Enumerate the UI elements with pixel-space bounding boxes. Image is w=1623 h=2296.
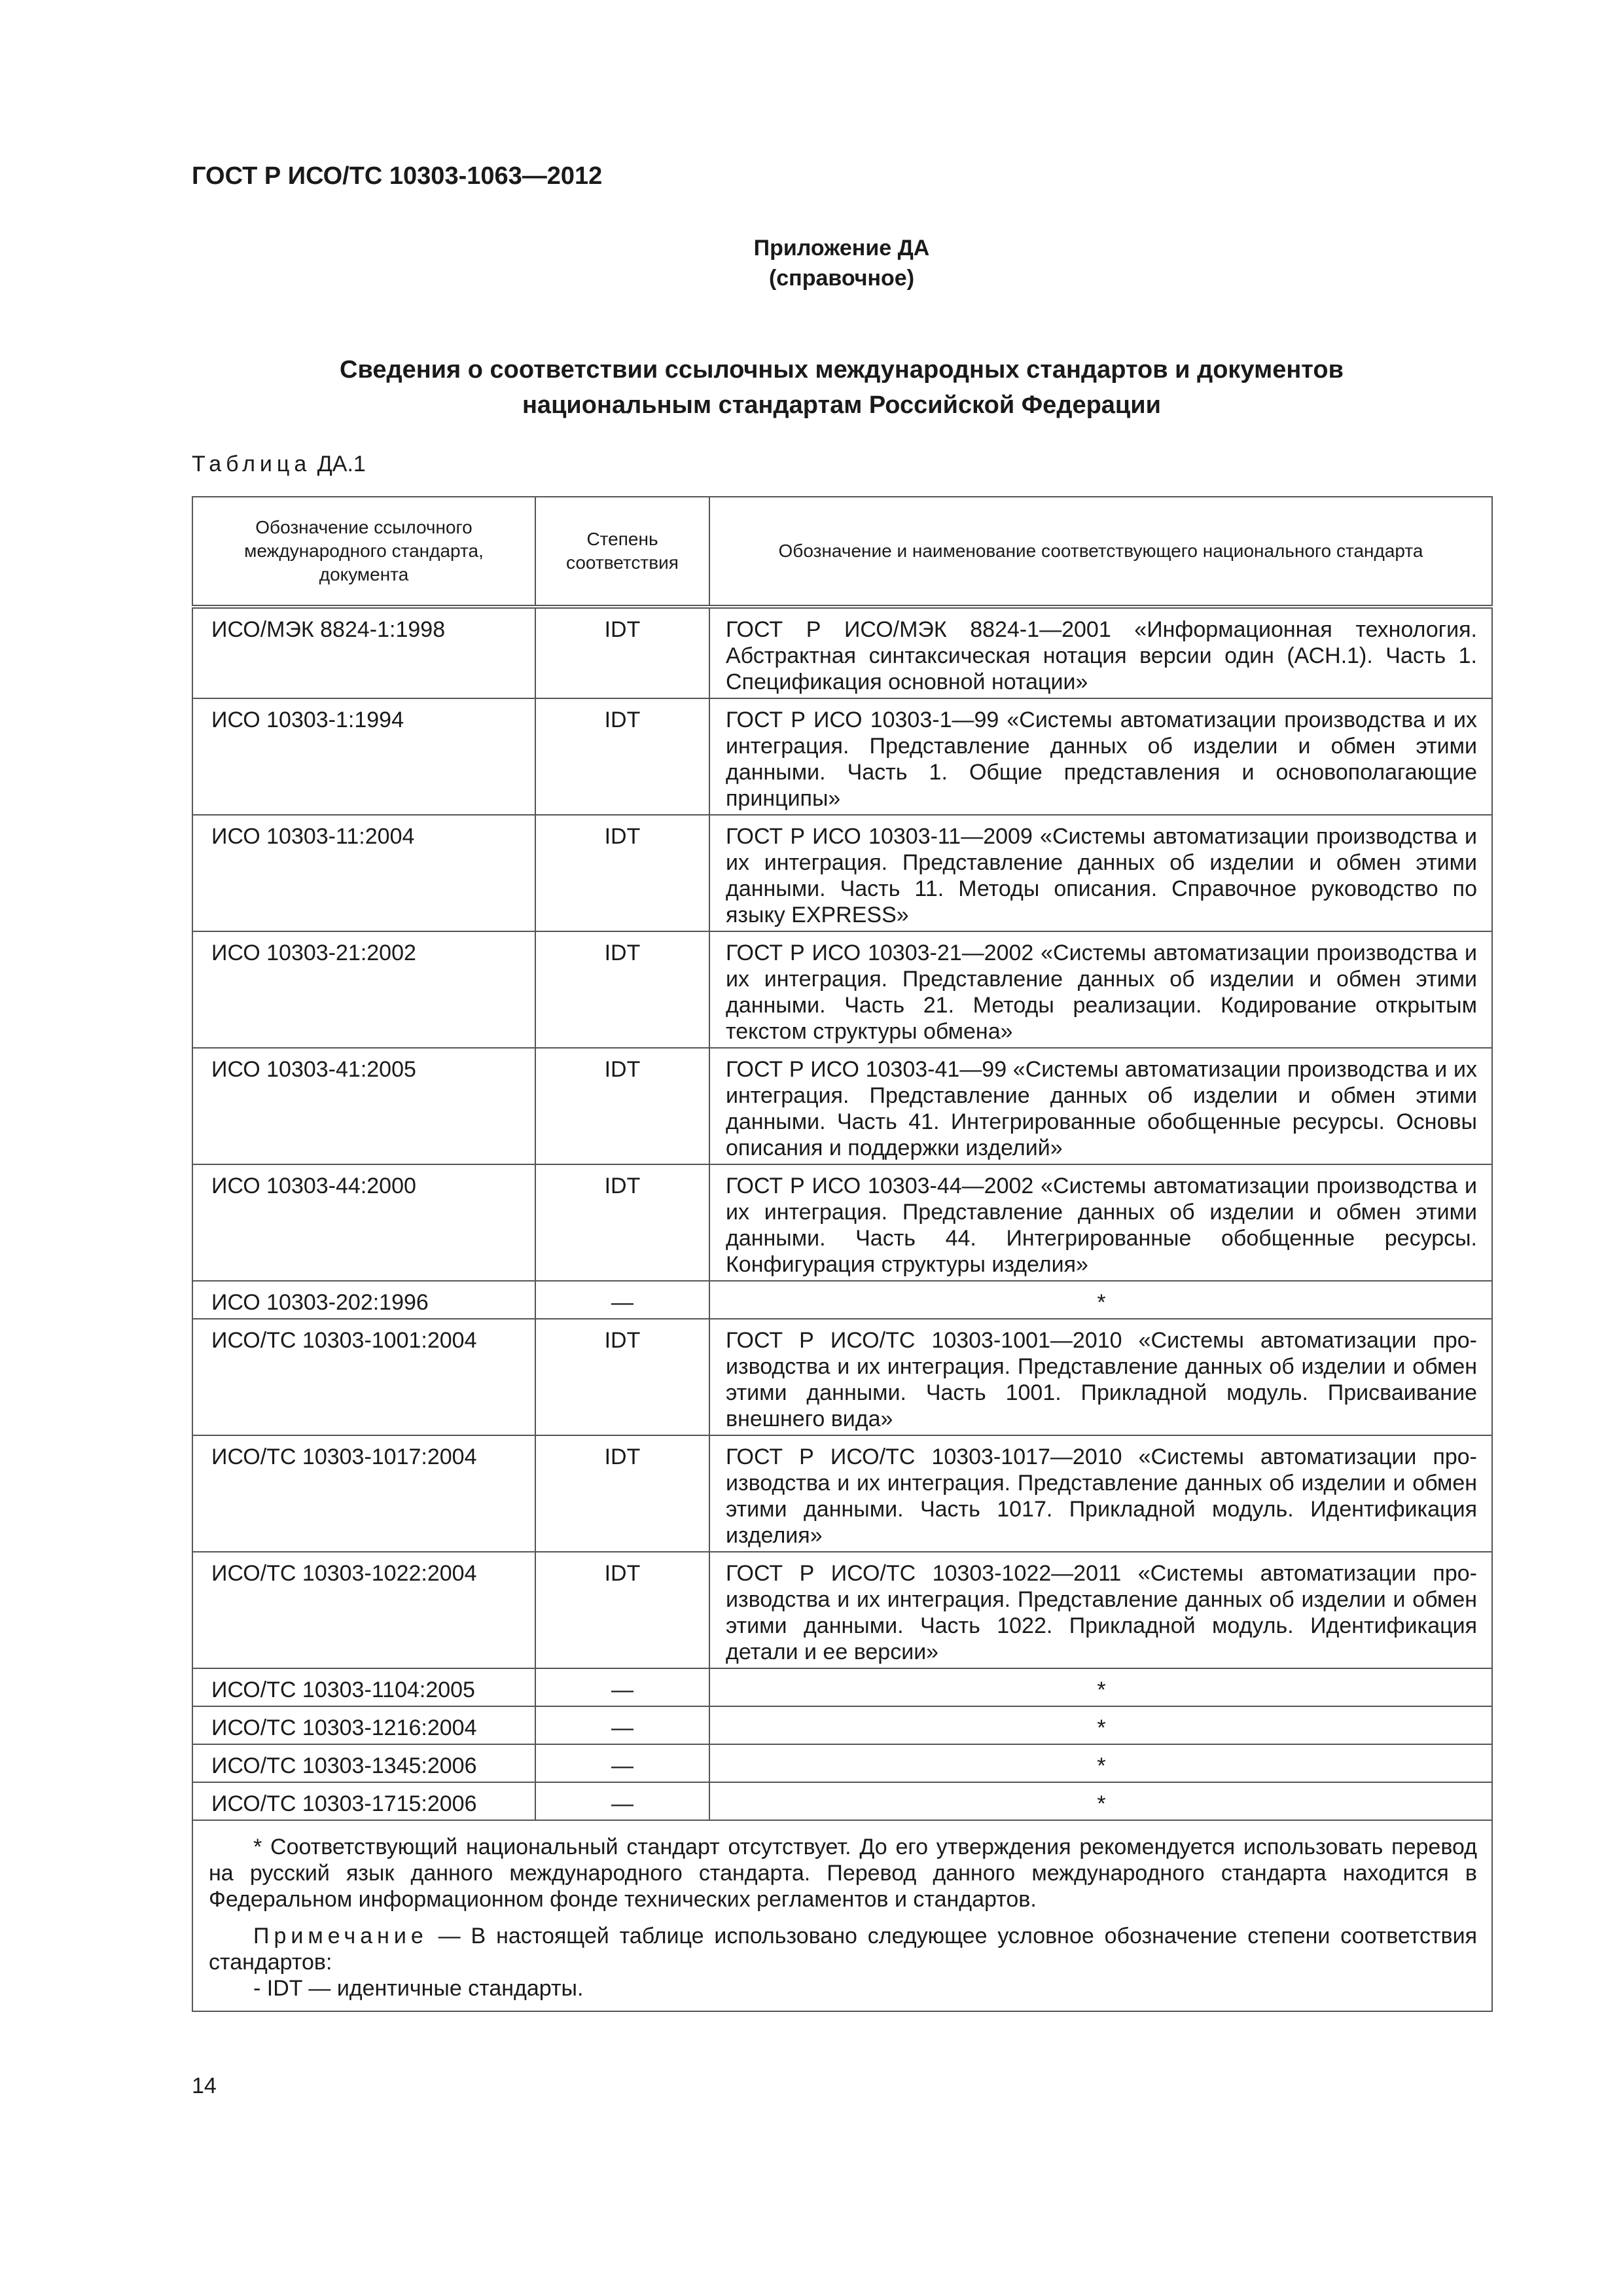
intl-standard-cell: ИСО/ТС 10303-1022:2004 [192,1552,535,1668]
table-row [192,1435,1492,1552]
table-row [192,607,1492,698]
table-row [192,815,1492,931]
section-heading [0,352,1623,423]
degree-cell: IDT [535,1164,709,1281]
table-row [192,1782,1492,1820]
note-label: Примечание [253,1924,428,1948]
page-number: 14 [192,2073,217,2098]
note-text: — В настоящей таблице использовано следующее условное обозначение степени соответствия стандартов: [209,1924,1477,1975]
table-row [192,1706,1492,1744]
national-standard-cell: * [709,1744,1492,1782]
national-standard-cell: ГОСТ Р ИСО 10303-21—2002 «Системы автоматизации производства и их интеграция. Представление данных об изделии и обмен этими данными. Часть 21. Методы реализации. Кодирование открытым текстом структуры обмена» [709,931,1492,1048]
degree-cell: IDT [535,931,709,1048]
column-header-degree [535,497,709,607]
intl-standard-cell: ИСО 10303-1:1994 [192,698,535,815]
national-standard-cell: * [709,1281,1492,1319]
intl-standard-cell: ИСО/ТС 10303-1715:2006 [192,1782,535,1820]
table-header-row [192,497,1492,607]
note-item: - IDT — идентичные стандарты. [253,1976,584,2001]
degree-cell: IDT [535,1319,709,1435]
annex-title-block [0,233,1623,293]
section-heading-line-1: Сведения о соответствии ссылочных международных стандартов и документов [340,356,1344,384]
degree-cell: — [535,1706,709,1744]
column-header-degree-text: Степень соответствия [566,529,679,573]
intl-standard-cell: ИСО 10303-11:2004 [192,815,535,931]
degree-cell: IDT [535,1552,709,1668]
degree-cell: IDT [535,607,709,698]
degree-cell: IDT [535,1435,709,1552]
intl-standard-cell: ИСО/МЭК 8824-1:1998 [192,607,535,698]
intl-standard-cell: ИСО/ТС 10303-1017:2004 [192,1435,535,1552]
intl-standard-cell: ИСО 10303-202:1996 [192,1281,535,1319]
national-standard-cell: ГОСТ Р ИСО/ТС 10303-1001—2010 «Системы автоматизации производства и их интеграция. Представление данных об изделии и обмен этими данными. Часть 1001. Прикладной модуль. Присваивание внешнего вида» [709,1319,1492,1435]
column-header-national [709,497,1492,607]
degree-cell: IDT [535,1048,709,1164]
national-standard-cell: * [709,1782,1492,1820]
national-standard-cell: ГОСТ Р ИСО 10303-44—2002 «Системы автоматизации производства и их интеграция. Представление данных об изделии и обмен этими данными. Часть 44. Интегрированные обобщенные ресурсы. Конфигурация структуры изделия» [709,1164,1492,1281]
national-standard-cell: ГОСТ Р ИСО 10303-41—99 «Системы автоматизации производства и их интеграция. Представление данных об изделии и обмен этими данными. Часть 41. Интегрированные обобщенные ресурсы. Основы описания и поддержки изделий» [709,1048,1492,1164]
table-row [192,1744,1492,1782]
intl-standard-cell: ИСО 10303-21:2002 [192,931,535,1048]
intl-standard-cell: ИСО 10303-41:2005 [192,1048,535,1164]
table-caption-label: Таблица [192,452,312,476]
table-footer-row [192,1820,1492,2011]
national-standard-cell: ГОСТ Р ИСО/ТС 10303-1017—2010 «Системы автоматизации производства и их интеграция. Представление данных об изделии и обмен этими данными. Часть 1017. Прикладной модуль. Идентификация изделия» [709,1435,1492,1552]
degree-cell: — [535,1782,709,1820]
degree-cell: — [535,1744,709,1782]
national-standard-cell: * [709,1706,1492,1744]
intl-standard-cell: ИСО/ТС 10303-1345:2006 [192,1744,535,1782]
note [209,1923,1477,1975]
degree-cell: — [535,1668,709,1706]
national-standard-cell: ГОСТ Р ИСО 10303-1—99 «Системы автоматизации производства и их интеграция. Представление данных об изделии и обмен этими данными. Часть 1. Общие представления и основополагающие принципы» [709,698,1492,815]
table-row [192,1552,1492,1668]
intl-standard-cell: ИСО/ТС 10303-1001:2004 [192,1319,535,1435]
table-row [192,1048,1492,1164]
intl-standard-cell: ИСО/ТС 10303-1104:2005 [192,1668,535,1706]
table-row [192,1281,1492,1319]
annex-subtitle: (справочное) [768,266,915,291]
column-header-intl-text: Обозначение ссылочного международного стандарта, документа [244,517,484,584]
section-heading-line-2: национальным стандартам Российской Федерации [522,391,1161,419]
intl-standard-cell: ИСО/ТС 10303-1216:2004 [192,1706,535,1744]
degree-cell: IDT [535,698,709,815]
column-header-intl [192,497,535,607]
table-caption-number: ДА.1 [317,452,366,476]
degree-cell: — [535,1281,709,1319]
table-caption [192,452,366,477]
table-row [192,1668,1492,1706]
national-standard-cell: ГОСТ Р ИСО 10303-11—2009 «Системы автоматизации производства и их интеграция. Представление данных об изделии и обмен этими данными. Часть 11. Методы описания. Справочное руководство по языку EXPRESS» [709,815,1492,931]
footnote: * Соответствующий национальный стандарт отсутствует. До его утверждения рекомендуется использовать перевод на русский язык данного международного стандарта. Перевод данного международного стандарта находится в Федеральном информационном фонде технических регламентов и стандартов. [209,1835,1477,1912]
document-code: ГОСТ Р ИСО/ТС 10303-1063—2012 [192,162,603,190]
intl-standard-cell: ИСО 10303-44:2000 [192,1164,535,1281]
table-row [192,931,1492,1048]
table-body [192,607,1492,1820]
national-standard-cell: * [709,1668,1492,1706]
national-standard-cell: ГОСТ Р ИСО/ТС 10303-1022—2011 «Системы автоматизации производства и их интеграция. Представление данных об изделии и обмен этими данными. Часть 1022. Прикладной модуль. Идентификация детали и ее версии» [709,1552,1492,1668]
table-row [192,1164,1492,1281]
degree-cell: IDT [535,815,709,931]
table-row [192,698,1492,815]
annex-title: Приложение ДА [753,236,930,260]
table-footer [192,1820,1492,2011]
correspondence-table [192,496,1493,2012]
national-standard-cell: ГОСТ Р ИСО/МЭК 8824-1—2001 «Информационная технология. Абстрактная синтаксическая нотация версии один (АСН.1). Часть 1. Спецификация основной нотации» [709,607,1492,698]
table-row [192,1319,1492,1435]
column-header-national-text: Обозначение и наименование соответствующего национального стандарта [778,541,1423,561]
